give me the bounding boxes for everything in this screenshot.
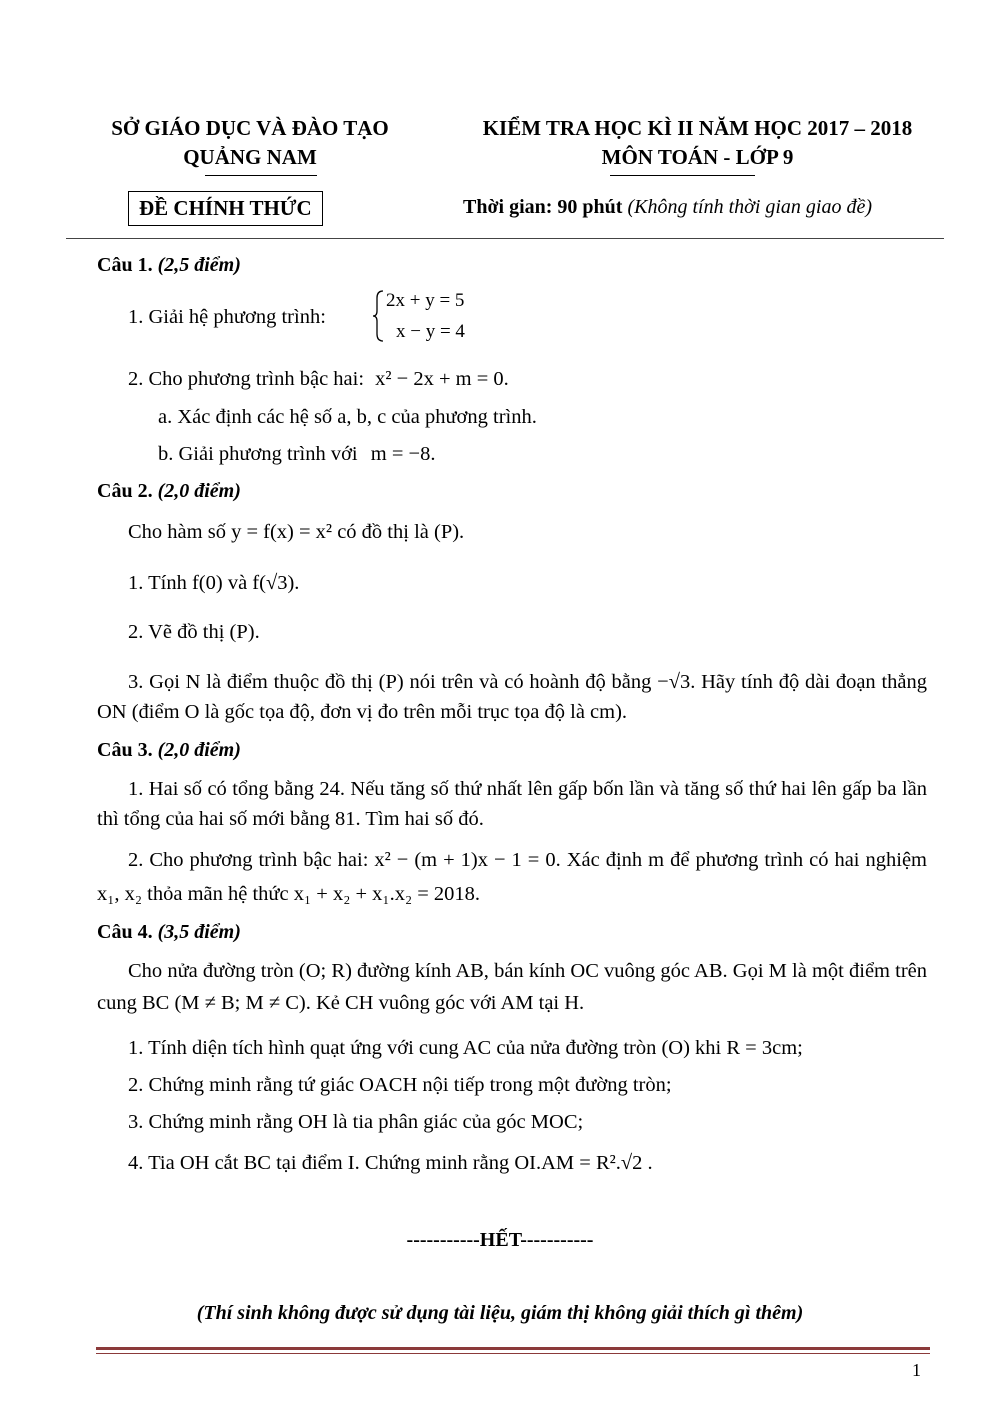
q2-intro [128, 517, 464, 547]
department-line2: QUẢNG NAM [183, 145, 317, 169]
q3-part2: 2. Cho phương trình bậc hai: x² − (m + 1)x − 1 = 0. Xác định m để phương trình có hai nghiệm x₁, x₂ thỏa mãn hệ thức x₁ + x₂ + x₁.x₂ = 2018. [97, 849, 927, 905]
exam-title-line1: KIỂM TRA HỌC KÌ II NĂM HỌC 2017 – 2018 [482, 116, 913, 140]
q1-part2b-equation: m = −8. [370, 443, 436, 465]
q2-intro-equation: y = f(x) = x² [231, 521, 333, 543]
question-2-label: Câu 2 [97, 480, 148, 502]
department-line1: SỞ GIÁO DỤC VÀ ĐÀO TẠO [111, 116, 389, 140]
q2-intro-tail: có đồ thị là (P). [337, 521, 465, 543]
footer-note: (Thí sinh không được sử dụng tài liệu, giám thị không giải thích gì thêm) [196, 1302, 804, 1324]
q4-item-4: 4. Tia OH cắt BC tại điểm I. Chứng minh rằng OI.AM = R².√2 . [128, 1152, 653, 1174]
footer-rule-thin [96, 1353, 930, 1354]
q3-part1: 1. Hai số có tổng bằng 24. Nếu tăng số thứ nhất lên gấp bốn lần và tăng số thứ hai lên gấp ba lần thì tổng của hai số mới bằng 81. Tìm hai số đó. [97, 778, 927, 830]
system-eq1: 2x + y = 5 [386, 290, 465, 311]
q4-item-2: 2. Chứng minh rằng tứ giác OACH nội tiếp trong một đường tròn; [128, 1074, 672, 1096]
question-4-label: Câu 4 [97, 921, 148, 943]
q2-part2: 2. Vẽ đồ thị (P). [128, 621, 260, 643]
q1-part2a: a. Xác định các hệ số a, b, c của phương trình. [158, 406, 537, 428]
question-2-points: (2,0 điểm) [157, 480, 241, 502]
question-3-points: (2,0 điểm) [157, 739, 241, 761]
question-1-label: Câu 1 [97, 254, 148, 276]
q1-part2-equation: x² − 2x + m = 0. [375, 368, 509, 390]
footer-rule-thick [96, 1347, 930, 1350]
end-marker: -----------HẾT----------- [406, 1229, 594, 1251]
q1-part2-text: 2. Cho phương trình bậc hai: [128, 368, 365, 390]
underline-left [205, 175, 317, 176]
question-4-points: (3,5 điểm) [157, 921, 241, 943]
question-1-points: (2,5 điểm) [157, 254, 241, 276]
q2-intro-text: Cho hàm số [128, 521, 226, 543]
exam-title-line2: MÔN TOÁN - LỚP 9 [601, 145, 794, 169]
header-divider [66, 238, 944, 239]
system-eq2: x − y = 4 [396, 321, 465, 342]
time-info [463, 196, 872, 219]
q4-item-1: 1. Tính diện tích hình quạt ứng với cung AC của nửa đường tròn (O) khi R = 3cm; [128, 1037, 803, 1059]
q1-part2b [158, 439, 435, 469]
department-name [80, 116, 420, 170]
official-badge: ĐỀ CHÍNH THỨC [128, 191, 323, 226]
underline-right [610, 175, 755, 176]
question-1-title: Câu 1. (2,5 điểm) [97, 254, 241, 276]
time-label: Thời gian: 90 phút [463, 196, 623, 218]
question-3-title: Câu 3. (2,0 điểm) [97, 739, 241, 761]
question-4-title: Câu 4. (3,5 điểm) [97, 921, 241, 943]
system-brace [372, 290, 384, 342]
question-3-label: Câu 3 [97, 739, 148, 761]
page-number: 1 [912, 1360, 921, 1380]
q4-intro: Cho nửa đường tròn (O; R) đường kính AB, bán kính OC vuông góc AB. Gọi M là một điểm trên cung BC (M ≠ B; M ≠ C). Kẻ CH vuông góc với AM tại H. [97, 960, 927, 1014]
q2-part1: 1. Tính f(0) và f(√3). [128, 572, 300, 594]
q1-part2 [128, 364, 509, 394]
time-note: (Không tính thời gian giao đề) [627, 196, 873, 218]
q1-part1: 1. Giải hệ phương trình: [128, 306, 326, 328]
q2-part3: 3. Gọi N là điểm thuộc đồ thị (P) nói trên và có hoành độ bằng −√3. Hãy tính độ dài đoạn thẳng ON (điểm O là gốc tọa độ, đơn vị đo trên mỗi trục tọa độ là cm). [97, 671, 927, 723]
q4-item-3: 3. Chứng minh rằng OH là tia phân giác của góc MOC; [128, 1111, 584, 1133]
question-2-title: Câu 2. (2,0 điểm) [97, 480, 241, 502]
q1-part2b-text: b. Giải phương trình với [158, 443, 358, 465]
exam-title [445, 116, 950, 170]
